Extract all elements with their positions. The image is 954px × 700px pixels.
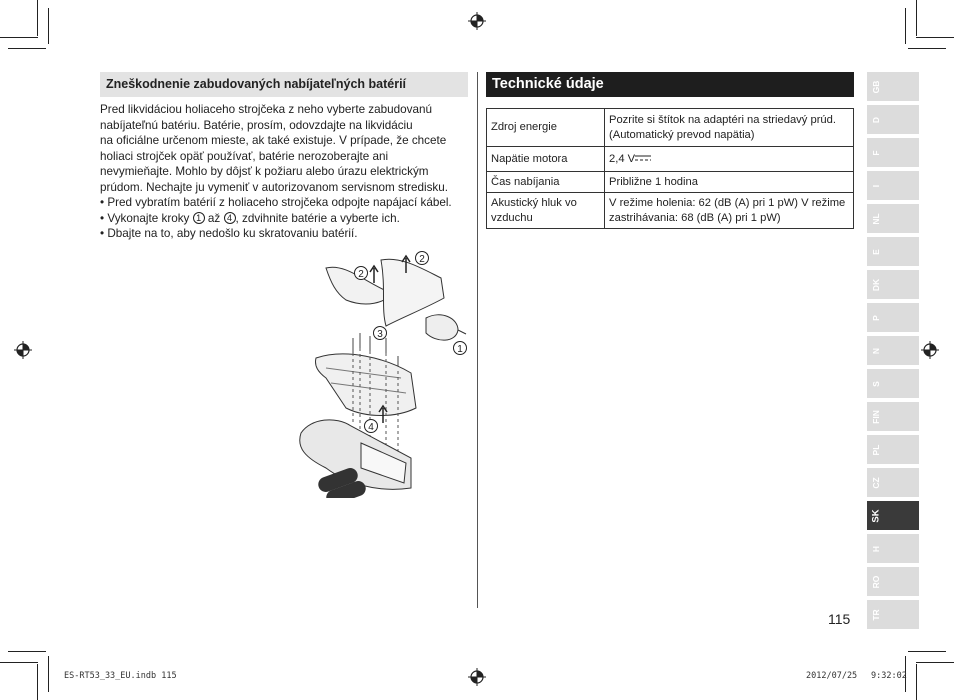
disposal-line: nevymieňajte. Mohlo by dôjsť k požiaru alebo úrazu elektrickým: [100, 165, 429, 178]
disposal-section: [100, 72, 468, 242]
spec-value: V režime holenia: 62 (dB (A) pri 1 pW) V režime zastrihávania: 68 (dB (A) pri 1 pW): [605, 193, 854, 229]
language-tab-i[interactable]: [867, 171, 919, 200]
language-tab-d[interactable]: [867, 105, 919, 134]
bullet-unplug: • Pred vybratím batérií z holiaceho strojčeka odpojte napájací kábel.: [100, 196, 452, 209]
language-tab-label: H: [871, 545, 881, 552]
language-tab-label: TR: [871, 608, 881, 621]
spec-value: 2,4 V: [605, 147, 854, 172]
crop-mark: [916, 0, 917, 36]
language-tab-dk[interactable]: [867, 270, 919, 299]
crop-mark: [8, 48, 46, 49]
crop-mark: [48, 656, 49, 692]
language-tab-f[interactable]: [867, 138, 919, 167]
language-tab-sk[interactable]: [867, 501, 919, 530]
crop-mark: [8, 651, 46, 652]
fig-step-2-right: 2: [419, 254, 425, 265]
language-tab-ro[interactable]: [867, 567, 919, 596]
crop-mark: [916, 662, 954, 663]
spec-key: Zdroj energie: [487, 109, 605, 147]
footer-time: 9:32:02: [871, 671, 907, 681]
fig-step-3: 3: [377, 329, 383, 340]
spec-table: [486, 108, 854, 229]
language-tab-pl[interactable]: [867, 435, 919, 464]
registration-mark-icon: [14, 341, 32, 359]
crop-mark: [37, 0, 38, 36]
language-tab-label: NL: [871, 212, 881, 225]
registration-mark-icon: [468, 12, 486, 30]
language-tab-n[interactable]: [867, 336, 919, 365]
language-tab-label: FIN: [871, 409, 881, 424]
disposal-body: [100, 102, 468, 242]
language-tab-label: E: [871, 248, 881, 255]
fig-step-4: 4: [368, 422, 374, 433]
spec-key: Napätie motora: [487, 147, 605, 172]
language-tab-gb[interactable]: [867, 72, 919, 101]
crop-mark: [908, 48, 946, 49]
language-tab-label: S: [871, 380, 881, 387]
step-1-badge: 1: [193, 212, 205, 224]
language-tab-e[interactable]: [867, 237, 919, 266]
disassembly-figure: [286, 248, 476, 498]
crop-mark: [37, 664, 38, 700]
registration-mark-icon: [468, 668, 486, 686]
crop-mark: [0, 37, 38, 38]
language-tab-label: CZ: [871, 476, 881, 489]
column-divider: [477, 72, 478, 608]
disposal-line: na oficiálne určenom mieste, ak také existuje. V prípade, že chcete: [100, 134, 447, 147]
language-tab-cz[interactable]: [867, 468, 919, 497]
language-tab-label: PL: [871, 444, 881, 455]
language-tab-label: F: [871, 149, 881, 156]
language-tab-label: DK: [871, 278, 881, 291]
language-tab-label: RO: [871, 575, 881, 588]
crop-mark: [0, 662, 38, 663]
language-tab-label: D: [871, 116, 881, 123]
language-tab-label: N: [871, 347, 881, 354]
language-tabs: [867, 72, 919, 633]
fig-step-1: 1: [457, 344, 463, 355]
language-tab-label: I: [871, 184, 881, 187]
spec-value: Pozrite si štítok na adaptéri na striedavý prúd. (Automatický prevod napätia): [605, 109, 854, 147]
language-tab-h[interactable]: [867, 534, 919, 563]
language-tab-fin[interactable]: [867, 402, 919, 431]
crop-mark: [916, 664, 917, 700]
language-tab-tr[interactable]: [867, 600, 919, 629]
bullet-short-circuit: • Dbajte na to, aby nedošlo ku skratovaniu batérií.: [100, 227, 358, 240]
disposal-line: holiaci strojček opäť používať, batérie nerozoberajte ani: [100, 149, 389, 163]
language-tab-label: SK: [870, 508, 882, 523]
language-tab-label: GB: [871, 80, 881, 93]
spec-key: Akustický hluk vo vzduchu: [487, 193, 605, 229]
language-tab-p[interactable]: [867, 303, 919, 332]
language-tab-s[interactable]: [867, 369, 919, 398]
table-row: [487, 109, 854, 147]
language-tab-label: P: [871, 314, 881, 321]
crop-mark: [905, 8, 906, 44]
tech-heading: Technické údaje: [486, 72, 854, 97]
footer-file: ES-RT53_33_EU.indb 115: [64, 671, 177, 681]
language-tab-nl[interactable]: [867, 204, 919, 233]
bullet-steps: • Vykonajte kroky 1 až 4 , zdvihnite batérie a vyberte ich.: [100, 211, 400, 225]
table-row: [487, 172, 854, 193]
disposal-heading: Zneškodnenie zabudovaných nabíjateľných batérií: [100, 72, 468, 97]
crop-mark: [908, 651, 946, 652]
footer-date: 2012/07/25: [806, 671, 858, 681]
fig-step-2-left: 2: [358, 269, 364, 280]
table-row: [487, 147, 854, 172]
disposal-line: nabíjateľnú batériu. Batérie, prosím, odovzdajte na likvidáciu: [100, 118, 413, 132]
tech-section: [486, 72, 854, 229]
page-number: 115: [828, 611, 851, 627]
disposal-line: prúdom. Nechajte ju vymeniť v autorizovanom servisnom stredisku.: [100, 180, 449, 194]
registration-mark-icon: [921, 341, 939, 359]
disposal-line: Pred likvidáciou holiaceho strojčeka z neho vyberte zabudovanú: [100, 103, 432, 116]
table-row: [487, 193, 854, 229]
crop-mark: [48, 8, 49, 44]
spec-key: Čas nabíjania: [487, 172, 605, 193]
dc-symbol-icon: [635, 154, 651, 162]
spec-value: Približne 1 hodina: [605, 172, 854, 193]
step-4-badge: 4: [224, 212, 236, 224]
crop-mark: [916, 37, 954, 38]
